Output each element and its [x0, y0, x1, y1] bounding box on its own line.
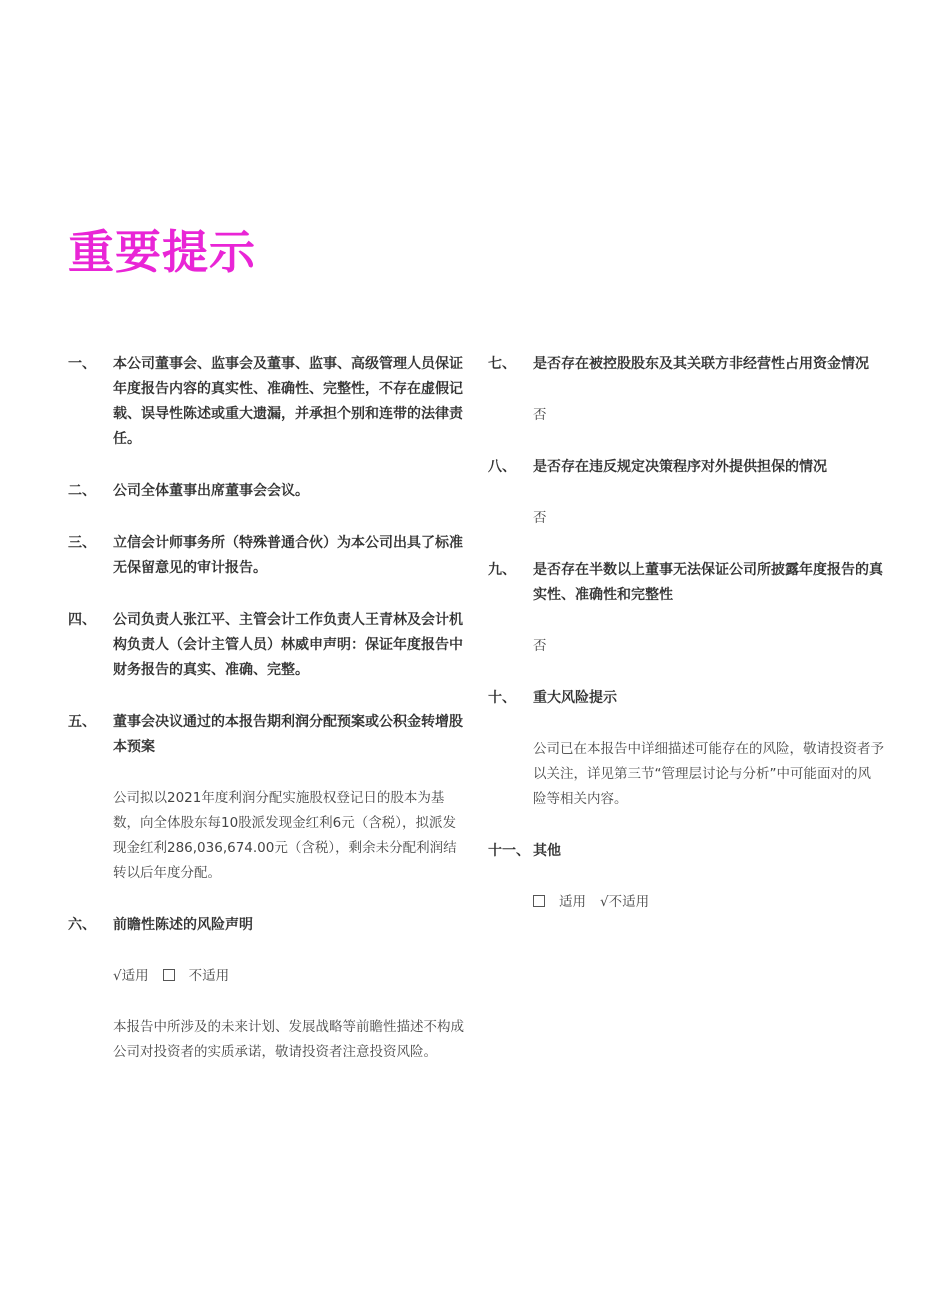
- item-paragraph: 公司拟以2021年度利润分配实施股权登记日的股本为基数，向全体股东每10股派发现金红利6元（含税），拟派发现金红利286,036,674.00元（含税），剩余未分配利润结转以后年度分配。: [113, 790, 457, 881]
- item-heading: 董事会决议通过的本报告期利润分配预案或公积金转增股本预案: [113, 714, 463, 755]
- checkbox-icon: [533, 895, 545, 907]
- notice-item-11: [488, 839, 884, 915]
- option-applicable: 适用: [559, 894, 586, 910]
- notice-item-1: [68, 352, 464, 452]
- item-answer: 否: [533, 638, 547, 654]
- item-number: 四、: [68, 612, 96, 628]
- item-number: 十一、: [488, 843, 530, 859]
- notice-item-8: [488, 455, 884, 531]
- item-heading: 其他: [533, 843, 561, 859]
- applicability-options: [113, 964, 464, 989]
- item-answer: 否: [533, 510, 547, 526]
- item-heading: 公司负责人张江平、主管会计工作负责人王青林及会计机构负责人（会计主管人员）林威申声明：保证年度报告中财务报告的真实、准确、完整。: [113, 612, 463, 678]
- notice-item-10: [488, 686, 884, 812]
- notice-item-2: [68, 479, 464, 504]
- item-answer: 否: [533, 407, 547, 423]
- item-heading: 是否存在违反规定决策程序对外提供担保的情况: [533, 459, 827, 475]
- item-heading: 是否存在被控股股东及其关联方非经营性占用资金情况: [533, 356, 869, 372]
- option-not-applicable: 不适用: [188, 968, 230, 984]
- item-paragraph: 本报告中所涉及的未来计划、发展战略等前瞻性描述不构成公司对投资者的实质承诺，敬请投资者注意投资风险。: [113, 1019, 464, 1060]
- item-number: 十、: [488, 690, 516, 706]
- checkbox-icon: [163, 969, 175, 981]
- item-number: 三、: [68, 535, 96, 551]
- item-number: 六、: [68, 917, 96, 933]
- item-paragraph: 公司已在本报告中详细描述可能存在的风险，敬请投资者予以关注，详见第三节“管理层讨论与分析”中可能面对的风险等相关内容。: [533, 741, 884, 807]
- item-heading: 重大风险提示: [533, 690, 617, 706]
- notice-item-6: [68, 913, 464, 1065]
- item-number: 二、: [68, 483, 96, 499]
- item-heading: 是否存在半数以上董事无法保证公司所披露年度报告的真实性、准确性和完整性: [533, 562, 883, 603]
- notice-item-5: [68, 710, 464, 886]
- item-number: 一、: [68, 356, 96, 372]
- page-title: 重要提示: [68, 225, 256, 279]
- notice-item-4: [68, 608, 464, 683]
- option-applicable-checked: √适用: [113, 968, 149, 984]
- notice-item-3: [68, 531, 464, 581]
- item-number: 七、: [488, 356, 516, 372]
- item-heading: 公司全体董事出席董事会会议。: [113, 483, 309, 499]
- item-number: 九、: [488, 562, 516, 578]
- notice-item-7: [488, 352, 884, 428]
- applicability-options: [533, 890, 884, 915]
- right-column: [488, 352, 884, 942]
- option-not-applicable-checked: √不适用: [600, 894, 650, 910]
- item-heading: 立信会计师事务所（特殊普通合伙）为本公司出具了标准无保留意见的审计报告。: [113, 535, 463, 576]
- item-heading: 前瞻性陈述的风险声明: [113, 917, 253, 933]
- item-number: 八、: [488, 459, 516, 475]
- item-number: 五、: [68, 714, 96, 730]
- left-column: [68, 352, 464, 1092]
- item-heading: 本公司董事会、监事会及董事、监事、高级管理人员保证年度报告内容的真实性、准确性、完整性，不存在虚假记载、误导性陈述或重大遗漏，并承担个别和连带的法律责任。: [113, 356, 463, 447]
- notice-item-9: [488, 558, 884, 659]
